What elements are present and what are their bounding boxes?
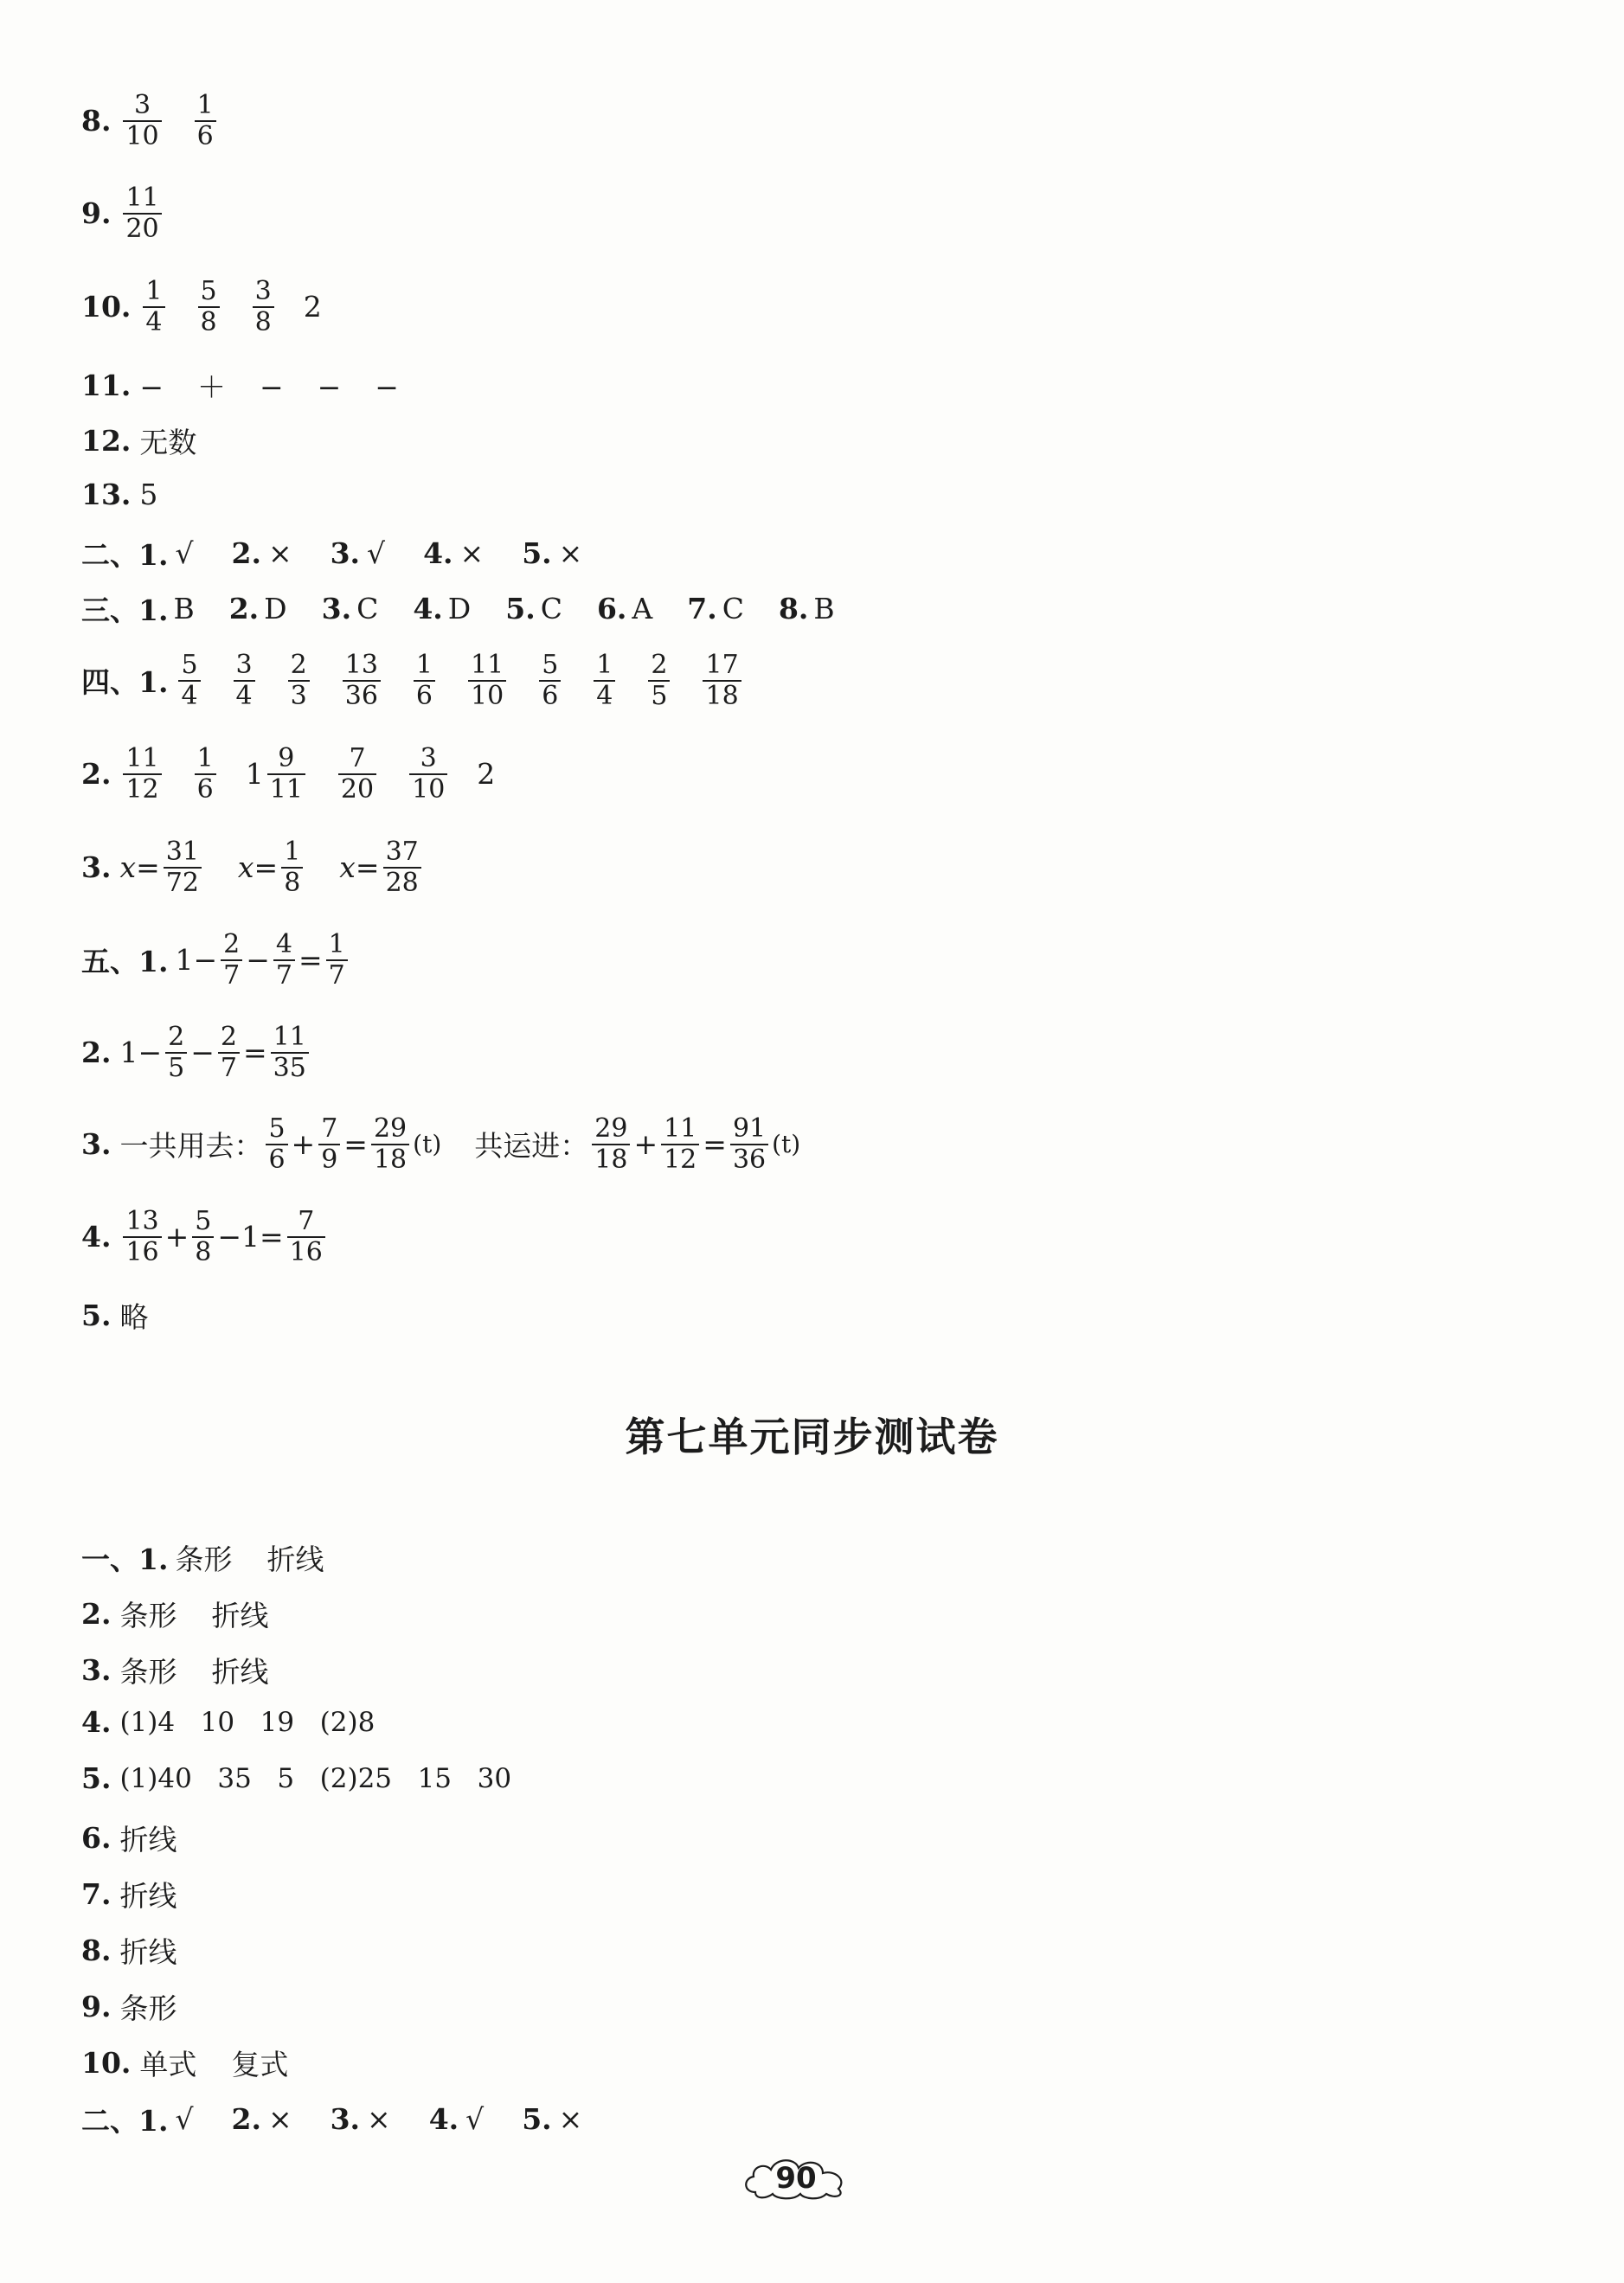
item-number: 3.: [321, 592, 352, 625]
fraction: $\frac{3}{10}$: [123, 91, 161, 151]
item-number: 12.: [81, 424, 132, 458]
section-4-line-3: [81, 837, 425, 897]
answer-text: 条形: [119, 1991, 177, 2025]
equals-sign: =: [136, 850, 160, 885]
item-number: 9.: [81, 1990, 112, 2023]
unit7-line-8: [81, 1930, 177, 1971]
equals-sign: =: [254, 850, 279, 885]
answer-text: 折线: [119, 1823, 177, 1857]
fraction: $\frac{3}{10}$: [409, 744, 447, 804]
fraction: $\frac{3}{4}$: [234, 651, 255, 710]
answer-text: ×: [558, 2102, 583, 2136]
variable: x: [237, 850, 254, 885]
answer-line-8: [81, 91, 220, 151]
operator: −: [138, 1036, 163, 1070]
fraction: $\frac{2}{7}$: [218, 1023, 240, 1082]
unit7-section-2: [81, 2099, 582, 2139]
answer-text: D: [447, 592, 472, 625]
answer-text: 折线: [119, 1879, 177, 1913]
section-5-line-5: [81, 1295, 148, 1336]
fraction: $\frac{1}{6}$: [195, 91, 216, 151]
fraction: $\frac{2}{7}$: [221, 930, 242, 990]
unit7-line-3: [81, 1650, 268, 1690]
answer-text: ×: [558, 536, 583, 570]
unit: (t): [413, 1130, 442, 1159]
fraction: $\frac{1}{4}$: [594, 651, 615, 710]
fraction: $\frac{1}{6}$: [414, 651, 435, 710]
operator: +: [291, 1127, 316, 1162]
operator: −: [193, 943, 218, 978]
operator: −: [190, 1036, 215, 1070]
answer-text: 折线: [211, 1655, 269, 1689]
section-5-line-4: [81, 1207, 329, 1267]
number: 1: [175, 943, 194, 978]
answer-text: 2: [303, 290, 322, 324]
item-number: 4.: [428, 2102, 459, 2136]
item-number: 11.: [81, 369, 132, 402]
answer-text: B: [813, 592, 835, 625]
unit7-line-6: [81, 1818, 177, 1858]
fraction: $\frac{11}{35}$: [271, 1023, 309, 1082]
answer-text: 条形: [119, 1599, 177, 1632]
unit7-line-2: [81, 1594, 268, 1634]
unit7-line-9: [81, 1986, 177, 2027]
answer-text: ×: [267, 2102, 292, 2136]
answer-line-13: [81, 478, 157, 511]
equals-sign: =: [355, 850, 380, 885]
fraction: $\frac{17}{18}$: [703, 651, 741, 710]
item-number: 7.: [81, 1877, 112, 1911]
item-number: 3.: [81, 1653, 112, 1687]
item-number: 4.: [413, 592, 443, 625]
answer-text: 略: [119, 1300, 149, 1334]
item-number: 3.: [81, 850, 112, 885]
answer-text: A: [632, 592, 653, 625]
unit7-line-1: [81, 1537, 324, 1578]
section-head: 三、1.: [81, 593, 169, 627]
item-number: 3.: [81, 1127, 112, 1162]
section-4-line-1: [81, 651, 745, 710]
item-number: 8.: [81, 104, 112, 138]
answer-text: 条形: [119, 1655, 177, 1689]
unit7-line-10: [81, 2043, 288, 2083]
answer-text: 2: [477, 757, 496, 792]
fraction: $\frac{11}{12}$: [661, 1114, 699, 1174]
answer-text: D: [264, 592, 287, 625]
item-number: 8.: [778, 592, 809, 625]
equals-sign: =: [242, 1036, 267, 1070]
section-head: 四、1.: [81, 665, 169, 700]
answer-text: C: [356, 592, 379, 625]
section-3-answers: [81, 588, 835, 629]
answer-line-9: [81, 183, 165, 243]
section-5-line-1: [81, 930, 351, 990]
fraction: $\frac{31}{72}$: [164, 837, 202, 897]
section-head: 二、1.: [81, 2104, 169, 2138]
operator: +: [633, 1127, 658, 1162]
item-number: 5.: [81, 1299, 112, 1332]
fraction: $\frac{7}{9}$: [318, 1114, 340, 1174]
section-title: 第七单元同步测试卷: [625, 1414, 999, 1460]
answer-text: B: [173, 592, 195, 625]
number: 1: [119, 1036, 138, 1070]
fraction: $\frac{2}{5}$: [165, 1023, 187, 1082]
answer-text: C: [722, 592, 744, 625]
item-number: 2.: [231, 2102, 261, 2136]
operator: +: [164, 1220, 189, 1254]
answer-text: ×: [459, 536, 485, 570]
answer-text: √: [175, 2102, 194, 2136]
fraction: $\frac{11}{12}$: [123, 744, 161, 804]
section-5-line-3: [81, 1114, 800, 1174]
item-number: 10.: [81, 2046, 132, 2080]
unit7-line-5: [81, 1761, 511, 1795]
answer-line-10: [81, 277, 322, 337]
unit: (t): [772, 1130, 801, 1159]
fraction: $\frac{5}{8}$: [198, 277, 220, 337]
item-number: 2.: [81, 1597, 112, 1631]
item-number: 5.: [81, 1761, 112, 1795]
item-number: 5.: [522, 536, 552, 570]
number: 1: [241, 1220, 260, 1254]
page-number-badge: [740, 2154, 852, 2203]
answer-text: (1)4 10 19 (2)8: [119, 1706, 376, 1738]
fraction: $\frac{3}{8}$: [253, 277, 274, 337]
item-number: 6.: [81, 1821, 112, 1855]
fraction: $\frac{29}{18}$: [592, 1114, 630, 1174]
item-number: 2.: [81, 757, 112, 792]
item-number: 2.: [81, 1036, 112, 1070]
answer-text: 折线: [211, 1599, 269, 1632]
section-4-line-2: [81, 744, 495, 804]
operator: −: [217, 1220, 242, 1254]
operator: −: [246, 943, 270, 978]
answer-text: − ＋ − − −: [139, 370, 404, 404]
item-number: 4.: [423, 536, 453, 570]
fraction: $\frac{13}{36}$: [343, 651, 381, 710]
fraction: $\frac{5}{4}$: [178, 651, 200, 710]
fraction: $\frac{91}{36}$: [730, 1114, 768, 1174]
item-number: 5.: [505, 592, 536, 625]
fraction: $\frac{2}{5}$: [648, 651, 670, 710]
answer-text: ×: [267, 536, 292, 570]
answer-text: 折线: [119, 1935, 177, 1969]
answer-text: C: [540, 592, 562, 625]
fraction: $\frac{1}{4}$: [143, 277, 164, 337]
fraction: $\frac{9}{11}$: [267, 744, 305, 804]
unit7-line-4: [81, 1705, 375, 1739]
answer-text: 复式: [231, 2048, 289, 2081]
section-5-line-2: [81, 1023, 312, 1082]
answer-text: 条形: [175, 1542, 233, 1576]
answer-text: √: [175, 536, 194, 570]
fraction: $\frac{5}{6}$: [266, 1114, 287, 1174]
section-head: 五、1.: [81, 945, 169, 979]
item-number: 4.: [81, 1705, 112, 1739]
equals-sign: =: [703, 1127, 727, 1162]
answer-line-11: [81, 365, 404, 406]
section-head: 一、1.: [81, 1542, 169, 1576]
equals-sign: =: [260, 1220, 284, 1254]
fraction: $\frac{29}{18}$: [371, 1114, 409, 1174]
unit7-line-7: [81, 1874, 177, 1914]
variable: x: [339, 850, 356, 885]
label: 共运进：: [474, 1129, 589, 1164]
variable: x: [119, 850, 137, 885]
answer-text: 折线: [266, 1542, 324, 1576]
answer-text: (1)40 35 5 (2)25 15 30: [119, 1762, 512, 1794]
equals-sign: =: [343, 1127, 368, 1162]
item-number: 7.: [687, 592, 717, 625]
fraction: $\frac{11}{10}$: [468, 651, 506, 710]
item-number: 9.: [81, 196, 112, 231]
label: 一共用去：: [119, 1129, 263, 1164]
item-number: 3.: [330, 2102, 361, 2136]
fraction: $\frac{1}{8}$: [281, 837, 303, 897]
item-number: 2.: [231, 536, 261, 570]
fraction: $\frac{1}{7}$: [326, 930, 348, 990]
section-2-answers: [81, 533, 582, 574]
fraction: $\frac{7}{16}$: [287, 1207, 325, 1267]
item-number: 2.: [228, 592, 260, 625]
equals-sign: =: [298, 943, 323, 978]
answer-text: ×: [367, 2102, 391, 2136]
answer-text: 无数: [139, 426, 197, 459]
fraction: $\frac{2}{3}$: [288, 651, 310, 710]
fraction-list: [175, 651, 744, 710]
item-number: 6.: [596, 592, 627, 625]
answer-text: 单式: [139, 2048, 197, 2081]
section-head: 二、1.: [81, 538, 169, 572]
fraction: $\frac{13}{16}$: [123, 1207, 161, 1267]
answer-line-12: [81, 420, 196, 461]
item-number: 4.: [81, 1220, 112, 1254]
item-number: 5.: [522, 2102, 552, 2136]
fraction: $\frac{37}{28}$: [383, 837, 421, 897]
whole-part: 1: [245, 757, 264, 792]
answer-text: √: [465, 2102, 485, 2136]
fraction: $\frac{1}{6}$: [195, 744, 216, 804]
fraction: $\frac{7}{20}$: [338, 744, 376, 804]
item-number: 10.: [81, 290, 132, 324]
fraction: $\frac{11}{20}$: [123, 183, 161, 243]
fraction: $\frac{4}{7}$: [273, 930, 295, 990]
fraction: $\frac{5}{8}$: [192, 1207, 214, 1267]
answer-text: √: [367, 536, 386, 570]
fraction: $\frac{5}{6}$: [539, 651, 561, 710]
item-number: 3.: [330, 536, 361, 570]
answer-text: 5: [139, 478, 158, 511]
item-number: 8.: [81, 1933, 112, 1967]
page-number: 90: [775, 2161, 817, 2196]
item-number: 13.: [81, 478, 132, 511]
